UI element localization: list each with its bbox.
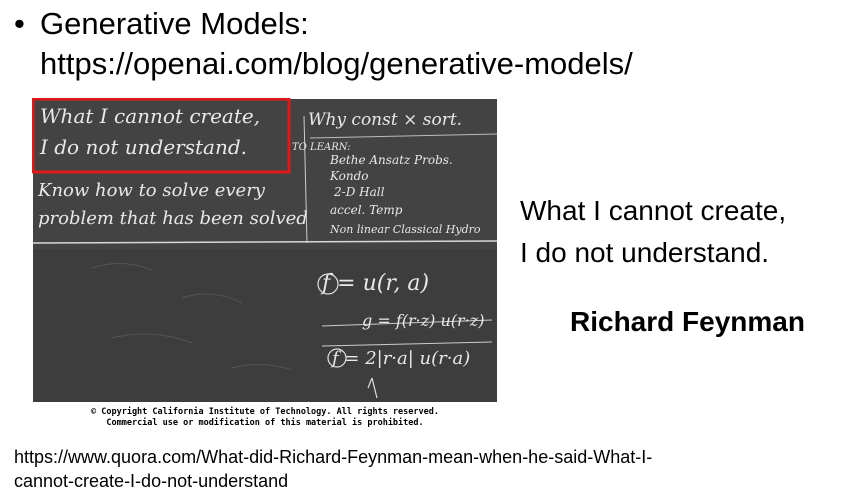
- photo-copyright: © Copyright California Institute of Technology. All rights reserved.: [91, 407, 439, 417]
- board-line: 2-D Hall: [334, 185, 385, 199]
- source-line: cannot-create-I-do-not-understand: [14, 471, 289, 491]
- board-line: TO LEARN:: [292, 142, 351, 153]
- board-line: Bethe Ansatz Probs.: [330, 153, 453, 167]
- board-line: g = f(r·z) u(r·z): [362, 311, 485, 330]
- board-line: I do not understand.: [40, 135, 248, 159]
- source-line: https://www.quora.com/What-did-Richard-Feynman-mean-when-he-said-What-I-: [14, 447, 653, 467]
- board-line: Know how to solve every: [38, 180, 265, 201]
- photo-notice: Commercial use or modification of this material is prohibited.: [106, 418, 424, 428]
- quote-author: Richard Feynman: [570, 306, 805, 337]
- feynman-blackboard-photo: [32, 98, 498, 432]
- board-line: f = 2|r·a| u(r·a): [332, 348, 471, 369]
- bullet-title: Generative Models:: [40, 6, 309, 41]
- quote-line: What I cannot create,: [520, 195, 787, 226]
- quote-line: I do not understand.: [520, 237, 770, 268]
- board-line: What I cannot create,: [40, 104, 261, 128]
- board-line: Non linear Classical Hydro: [330, 223, 481, 236]
- openai-link[interactable]: https://openai.com/blog/generative-models/: [40, 46, 633, 81]
- board-line: problem that has been solved: [38, 208, 308, 229]
- board-line: accel. Temp: [330, 203, 403, 217]
- feynman-quote: [520, 190, 786, 274]
- board-line: f = u(r, a): [322, 271, 430, 296]
- bullet-marker: •: [14, 6, 25, 41]
- quora-link[interactable]: [14, 445, 652, 493]
- board-line: Why const × sort.: [308, 110, 463, 130]
- board-line: Kondo: [330, 169, 369, 183]
